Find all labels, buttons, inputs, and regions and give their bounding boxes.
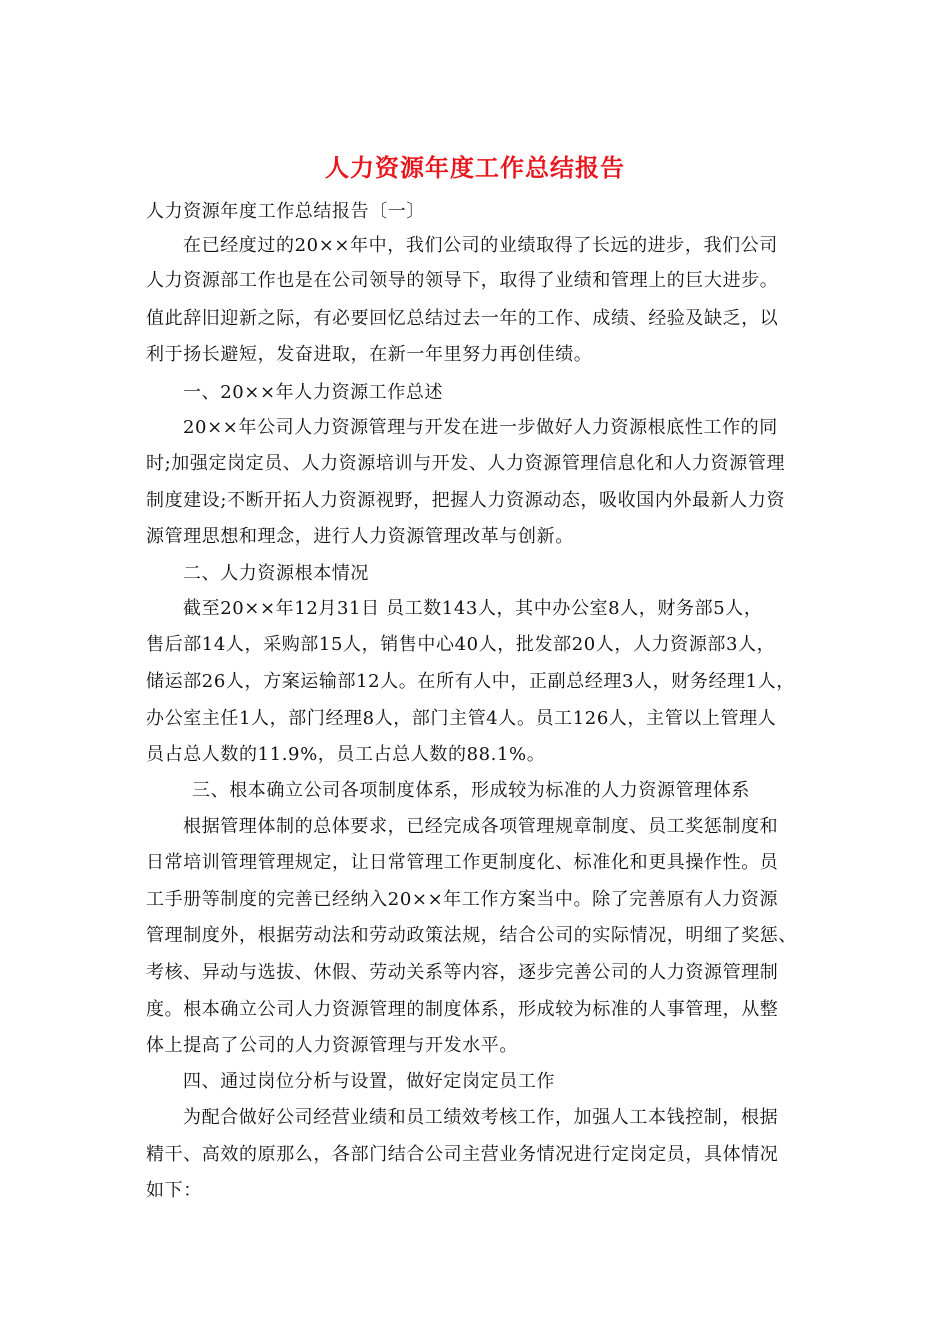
paragraph-line: 日常培训管理管理规定，让日常管理工作更制度化、标准化和更具操作性。员 [146, 852, 779, 873]
paragraph-line: 体上提高了公司的人力资源管理与开发水平。 [146, 1035, 518, 1056]
paragraph-line: 值此辞旧迎新之际，有必要回忆总结过去一年的工作、成绩、经验及缺乏，以 [146, 308, 779, 329]
subtitle-line: 人力资源年度工作总结报告〔一〕 [146, 201, 425, 222]
paragraph-line: 利于扬长避短，发奋进取，在新一年里努力再创佳绩。 [146, 344, 593, 365]
paragraph-line: 人力资源部工作也是在公司领导的领导下，取得了业绩和管理上的巨大进步。 [146, 270, 779, 291]
paragraph-line: 员占总人数的11.9%，员工占总人数的88.1%。 [146, 744, 546, 765]
paragraph-line: 办公室主任1人，部门经理8人，部门主管4人。员工126人，主管以上管理人 [146, 708, 777, 729]
paragraph-line: 储运部26人，方案运输部12人。在所有人中，正副总经理3人，财务经理1人， [146, 671, 795, 692]
paragraph-line: 度。根本确立公司人力资源管理的制度体系，形成较为标准的人事管理，从整 [146, 999, 779, 1020]
section-heading-3: 三、根本确立公司各项制度体系，形成较为标准的人力资源管理体系 [192, 780, 750, 801]
section-heading-2: 二、人力资源根本情况 [183, 563, 369, 584]
paragraph-line: 在已经度过的20××年中，我们公司的业绩取得了长远的进步，我们公司 [183, 235, 778, 256]
paragraph-line: 如下： [146, 1180, 202, 1201]
section-heading-1: 一、20××年人力资源工作总述 [183, 382, 444, 403]
page-title: 人力资源年度工作总结报告 [325, 153, 625, 182]
paragraph-line: 截至20××年12月31日 员工数143人，其中办公室8人，财务部5人， [183, 598, 763, 619]
paragraph-line: 精干、高效的原那么，各部门结合公司主营业务情况进行定岗定员，具体情况 [146, 1144, 779, 1165]
paragraph-line: 根据管理体制的总体要求，已经完成各项管理规章制度、员工奖惩制度和 [183, 816, 779, 837]
paragraph-line: 源管理思想和理念，进行人力资源管理改革与创新。 [146, 526, 574, 547]
paragraph-line: 时;加强定岗定员、人力资源培训与开发、人力资源管理信息化和人力资源管理 [146, 453, 786, 474]
paragraph-line: 售后部14人，采购部15人，销售中心40人，批发部20人，人力资源部3人， [146, 634, 776, 655]
paragraph-line: 为配合做好公司经营业绩和员工绩效考核工作，加强人工本钱控制，根据 [183, 1107, 779, 1128]
paragraph-line: 管理制度外，根据劳动法和劳动政策法规，结合公司的实际情况，明细了奖惩、 [146, 925, 797, 946]
paragraph-line: 制度建设;不断开拓人力资源视野，把握人力资源动态，吸收国内外最新人力资 [146, 490, 786, 511]
paragraph-line: 20××年公司人力资源管理与开发在进一步做好人力资源根底性工作的同 [183, 417, 778, 438]
paragraph-line: 考核、异动与选拔、休假、劳动关系等内容，逐步完善公司的人力资源管理制 [146, 962, 779, 983]
paragraph-line: 工手册等制度的完善已经纳入20××年工作方案当中。除了完善原有人力资源 [146, 889, 779, 910]
section-heading-4: 四、通过岗位分析与设置，做好定岗定员工作 [183, 1071, 555, 1092]
